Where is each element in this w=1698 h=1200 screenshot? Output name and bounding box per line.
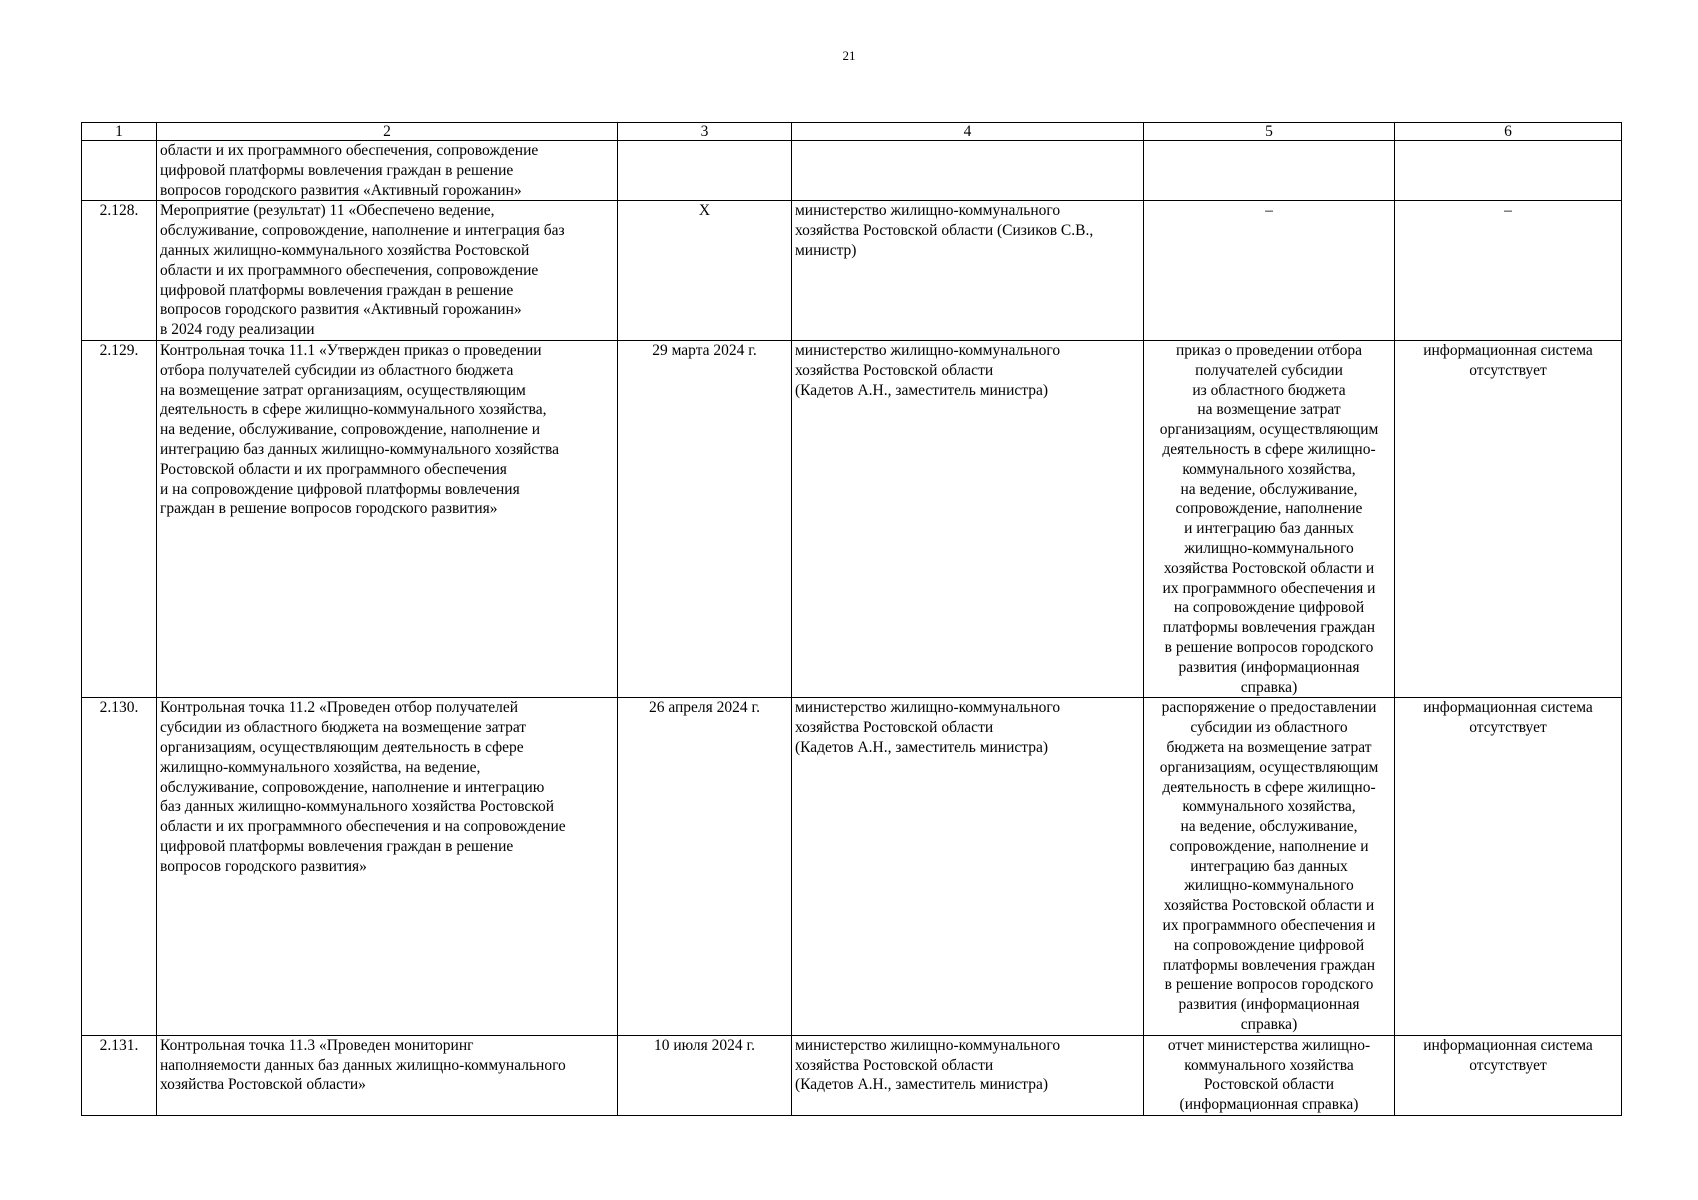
page-number: 21 [842,48,856,63]
table-row [82,340,1622,697]
table-row [82,1035,1622,1115]
column-header: 4 [792,123,1144,141]
responsible-executor: министерство жилищно-коммунального хозяйства Ростовской области (Кадетов А.Н., заместитель министра) [792,698,1144,1036]
column-header: 2 [157,123,618,141]
table-header-row [82,123,1622,141]
deadline-date [618,141,792,201]
row-number: 2.130. [82,698,157,1036]
responsible-executor: министерство жилищно-коммунального хозяйства Ростовской области (Сизиков С.В., министр) [792,201,1144,341]
responsible-executor: министерство жилищно-коммунального хозяйства Ростовской области (Кадетов А.Н., заместитель министра) [792,340,1144,697]
confirming-document [1144,141,1395,201]
deadline-date: 29 марта 2024 г. [618,340,792,697]
information-system: информационная система отсутствует [1395,340,1622,697]
confirming-document: – [1144,201,1395,341]
event-description: Мероприятие (результат) 11 «Обеспечено ведение, обслуживание, сопровождение, наполнение и интеграция баз данных жилищно-коммунального хозяйства Ростовской области и их программного обеспечения, сопровождение цифровой платформы вовлечения граждан в решение вопросов городского развития «Активный горожанин» в 2024 году реализации [157,201,618,341]
plan-table [81,122,1622,1116]
row-number: 2.131. [82,1035,157,1115]
column-header: 5 [1144,123,1395,141]
information-system: – [1395,201,1622,341]
table-row [82,141,1622,201]
table-row [82,201,1622,341]
confirming-document: отчет министерства жилищно- коммунального хозяйства Ростовской области (информационная справка) [1144,1035,1395,1115]
deadline-date: 26 апреля 2024 г. [618,698,792,1036]
deadline-date: Х [618,201,792,341]
confirming-document: распоряжение о предоставлении субсидии из областного бюджета на возмещение затрат организациям, осуществляющим деятельность в сфере жилищно- коммунального хозяйства, на ведение, обслуживание, сопровождение, наполнение и интеграцию баз данных жилищно-коммунального хозяйства Ростовской области и их программного обеспечения и на сопровождение цифровой платформы вовлечения граждан в решение вопросов городского развития (информационная справка) [1144,698,1395,1036]
column-header: 3 [618,123,792,141]
row-number: 2.129. [82,340,157,697]
row-number: 2.128. [82,201,157,341]
information-system: информационная система отсутствует [1395,698,1622,1036]
responsible-executor [792,141,1144,201]
information-system [1395,141,1622,201]
column-header: 6 [1395,123,1622,141]
event-description: Контрольная точка 11.3 «Проведен мониторинг наполняемости данных баз данных жилищно-коммунального хозяйства Ростовской области» [157,1035,618,1115]
column-header: 1 [82,123,157,141]
information-system: информационная система отсутствует [1395,1035,1622,1115]
event-description: Контрольная точка 11.1 «Утвержден приказ о проведении отбора получателей субсидии из областного бюджета на возмещение затрат организациям, осуществляющим деятельность в сфере жилищно-коммунального хозяйства, на ведение, обслуживание, сопровождение, наполнение и интеграцию баз данных жилищно-коммунального хозяйства Ростовской области и их программного обеспечения и на сопровождение цифровой платформы вовлечения граждан в решение вопросов городского развития» [157,340,618,697]
table-row [82,698,1622,1036]
confirming-document: приказ о проведении отбора получателей субсидии из областного бюджета на возмещение затрат организациям, осуществляющим деятельность в сфере жилищно- коммунального хозяйства, на ведение, обслуживание, сопровождение, наполнение и интеграцию баз данных жилищно-коммунального хозяйства Ростовской области и их программного обеспечения и на сопровождение цифровой платформы вовлечения граждан в решение вопросов городского развития (информационная справка) [1144,340,1395,697]
event-description: Контрольная точка 11.2 «Проведен отбор получателей субсидии из областного бюджета на возмещение затрат организациям, осуществляющим деятельность в сфере жилищно-коммунального хозяйства, на ведение, обслуживание, сопровождение, наполнение и интеграцию баз данных жилищно-коммунального хозяйства Ростовской области и их программного обеспечения и на сопровождение цифровой платформы вовлечения граждан в решение вопросов городского развития» [157,698,618,1036]
responsible-executor: министерство жилищно-коммунального хозяйства Ростовской области (Кадетов А.Н., заместитель министра) [792,1035,1144,1115]
event-description: области и их программного обеспечения, сопровождение цифровой платформы вовлечения граждан в решение вопросов городского развития «Активный горожанин» [157,141,618,201]
deadline-date: 10 июля 2024 г. [618,1035,792,1115]
row-number [82,141,157,201]
